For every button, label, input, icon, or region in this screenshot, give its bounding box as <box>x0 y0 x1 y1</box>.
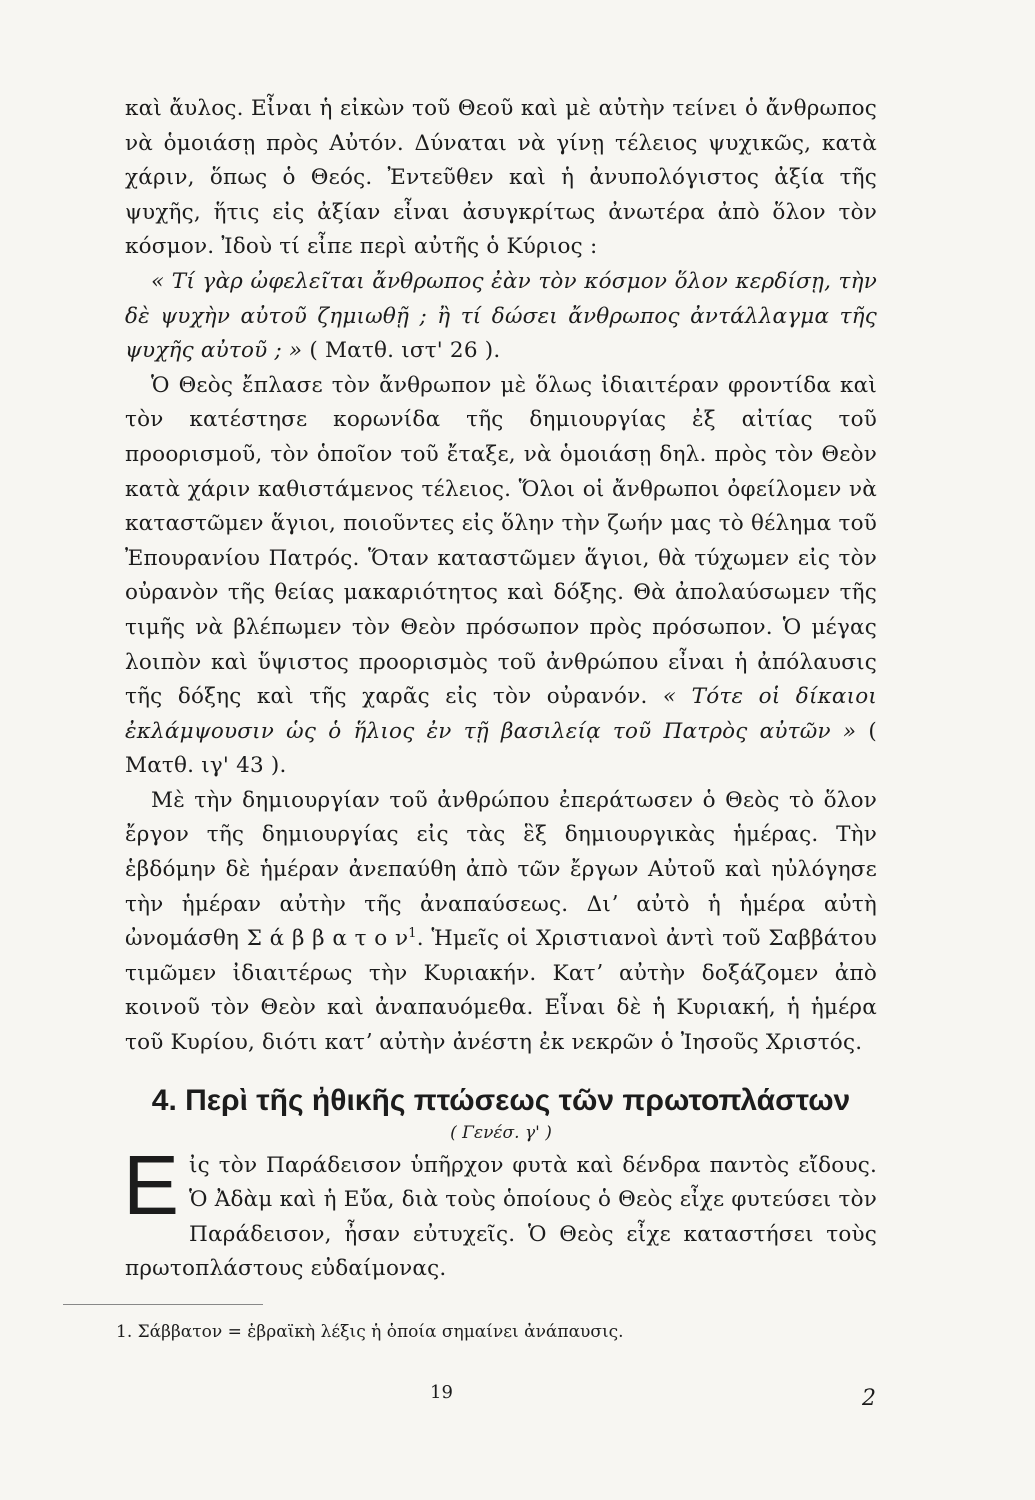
paragraph-3-text-b: . Ἡμεῖς οἱ Χριστιανοὶ ἀντὶ τοῦ Σαββάτου τιμῶμεν ἰδιαιτέρως τὴν Κυριακήν. Κατʼ αὐτὴν δοξάζομεν ἀπὸ κοινοῦ τὸν Θεὸν καὶ ἀναπαυόμεθα. Εἶναι δὲ ἡ Κυριακή, ἡ ἡμέρα τοῦ Κυρίου, διότι κατʼ αὐτὴν ἀνέστη ἐκ νεκρῶν ὁ Ἰησοῦς Χριστός. <box>125 926 877 1056</box>
drop-cap: Ε <box>123 1137 180 1232</box>
quote-reference: ( Ματθ. ιστ' 26 ). <box>309 338 501 364</box>
paragraph-2-text: Ὁ Θεὸς ἔπλασε τὸν ἄνθρωπον μὲ ὅλως ἰδιαιτέραν φροντίδα καὶ τὸν κατέστησε κορωνίδα τῆς δημιουργίας ἐξ αἰτίας τοῦ προορισμοῦ, τὸν ὁποῖον τοῦ ἔταξε, νὰ ὁμοιάσῃ δηλ. πρὸς τὸν Θεὸν κατὰ χάριν καθιστάμενος τέλειος. Ὅλοι οἱ ἄνθρωποι ὀφείλομεν νὰ καταστῶμεν ἅγιοι, ποιοῦντες εἰς ὅλην τὴν ζωήν μας τὸ θέλημα τοῦ Ἐπουρανίου Πατρός. Ὅταν καταστῶμεν ἅγιοι, θὰ τύχωμεν εἰς τὸν οὐρανὸν τῆς θείας μακαριότητος καὶ δόξης. Θὰ ἀπολαύσωμεν τῆς τιμῆς νὰ βλέπωμεν τὸν Θεὸν πρόσωπον πρὸς πρόσωπον. Ὁ μέγας λοιπὸν καὶ ὕψιστος προορισμὸς τοῦ ἀνθρώπου εἶναι ἡ ἀπόλαυσις τῆς δόξης καὶ τῆς χαρᾶς εἰς τὸν οὐρανόν. <box>125 372 877 710</box>
page-body <box>125 92 877 1287</box>
quote-reference-2: ( Ματθ. ιγ' 43 ). <box>125 718 877 779</box>
section-subheading: ( Γενέσ. γ' ) <box>450 1122 552 1143</box>
paragraph-1: καὶ ἄυλος. Εἶναι ἡ εἰκὼν τοῦ Θεοῦ καὶ μὲ αὐτὴν τείνει ὁ ἄνθρωπος νὰ ὁμοιάσῃ πρὸς Αὐτόν. Δύναται νὰ γίνῃ τέλειος ψυχικῶς, κατὰ χάριν, ὅπως ὁ Θεός. Ἐντεῦθεν καὶ ἡ ἀνυπολόγιστος ἀξία τῆς ψυχῆς, ἥτις εἰς ἀξίαν εἶναι ἀσυγκρίτως ἀνωτέρα ἀπὸ ὅλον τὸν κόσμον. Ἰδοὺ τί εἶπε περὶ αὐτῆς ὁ Κύριος : <box>125 96 877 260</box>
quote-matthew-13: « Τότε οἱ δίκαιοι ἐκλάμψουσιν ὡς ὁ ἥλιος ἐν τῇ βασιλείᾳ τοῦ Πατρὸς αὐτῶν » <box>125 684 877 744</box>
page-number: 19 <box>430 1382 453 1403</box>
paragraph-2 <box>125 369 877 784</box>
footnote: 1. Σάββατον = ἑβραϊκὴ λέξις ἡ ὁποία σημαίνει ἀνάπαυσις. <box>116 1322 624 1342</box>
section-heading: 4. Περὶ τῆς ἠθικῆς πτώσεως τῶν πρωτοπλάστων <box>151 1083 851 1117</box>
section-paragraph: ἰς τὸν Παράδεισον ὑπῆρχον φυτὰ καὶ δένδρα παντὸς εἴδους. Ὁ Ἀδὰμ καὶ ἡ Εὔα, διὰ τοὺς ὁποίους ὁ Θεὸς εἶχε φυτεύσει τὸν Παράδεισον, ἦσαν εὐτυχεῖς. Ὁ Θεὸς εἶχε καταστήσει τοὺς πρωτοπλάστους εὐδαίμονας. <box>125 1152 877 1282</box>
quote-text: « Τί γὰρ ὠφελεῖται ἄνθρωπος ἐὰν τὸν κόσμον ὅλον κερδίσῃ, τὴν δὲ ψυχὴν αὐτοῦ ζημιωθῇ ; ἢ τί δώσει ἄνθρωπος ἀντάλλαγμα τῆς ψυχῆς αὐτοῦ ; » <box>125 268 877 364</box>
section-paragraph-block <box>123 1137 877 1287</box>
paragraph-3-text-a: Μὲ τὴν δημιουργίαν τοῦ ἀνθρώπου ἐπεράτωσεν ὁ Θεὸς τὸ ὅλον ἔργον τῆς δημιουργίας εἰς τὰς ἓξ δημιουργικὰς ἡμέρας. Τὴν ἑβδόμην δὲ ἡμέραν ἀνεπαύθη ἀπὸ τῶν ἔργων Αὐτοῦ καὶ ηὐλόγησε τὴν ἡμέραν αὐτὴν τῆς ἀναπαύσεως. Διʼ αὐτὸ ἡ ἡμέρα αὐτὴ ὠνομάσθη Σ ά β β α τ ο ν <box>125 787 877 952</box>
paragraph-3 <box>125 784 877 1061</box>
signature-mark: 2 <box>862 1386 876 1411</box>
footnote-marker: 1 <box>408 926 417 942</box>
quote-matthew-16 <box>125 265 877 369</box>
footnote-divider <box>63 1304 263 1305</box>
